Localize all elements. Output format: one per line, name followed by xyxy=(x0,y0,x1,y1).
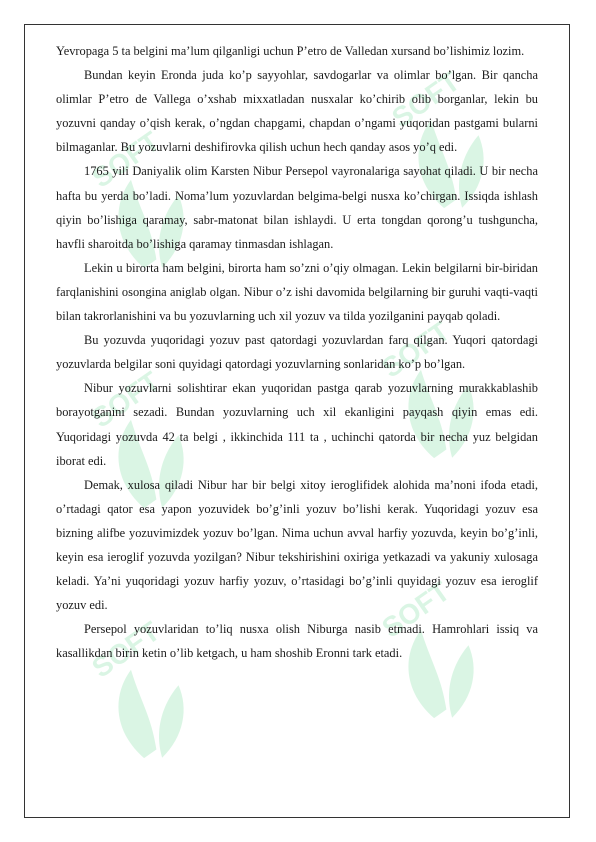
paragraph-4: Lekin u birorta ham belgini, birorta ham so’zni o’qiy olmagan. Lekin belgilarni bir-biridan farqlanishini osongina aniglab olgan. Nibur o’z ishi davomida belgilarning bir guruhi vaqti-vaqti bilan takrorlanishini va bu yozuvlarning uch xil yozuv va tilda yozilganini payqab qoladi. xyxy=(56,260,538,324)
svg-text:SOFT: SOFT xyxy=(86,125,166,194)
svg-text:SOFT: SOFT xyxy=(386,65,466,134)
svg-text:SOFT: SOFT xyxy=(86,365,166,434)
paragraph-7: Demak, xulosa qiladi Nibur har bir belgi xitoy ieroglifidek alohida ma’noni ifoda etadi, o’rtadagi qator esa yapon yozuvidek bo’g’inli yozuv bo’lishi kerak. Yuqoridagi yozuv esa bizning alifbe yozuvimizdek yozuv bo’lgan. Nima uchun avval harfiy yozuvda, keyin bo’g’inli, keyin esa ieroglif yozuvda yozilgan? Nibur tekshirishini oxiriga yetkazadi va yakuniy xulosaga keladi. Ya’ni yuqoridagi yozuv harfiy yozuv, o’rtasidagi bo’g’inli quyidagi yozuv esa ieroglif yozuv edi. xyxy=(56,477,538,613)
paragraph-5: Bu yozuvda yuqoridagi yozuv past qatordagi yozuvlardan farq qilgan. Yuqori qatordagi yozuvlarda belgilar soni quyidagi qatordagi yozuvlarning sonlaridan ko’p bo’lgan. xyxy=(56,333,538,372)
paragraph-8: Persepol yozuvlaridan to’liq nusxa olish Niburga nasib etmadi. Hamrohlari issiq va kasallikdan birin ketin o’lib ketgach, u ham shoshib Eronni tark etadi. xyxy=(56,622,538,661)
paragraph-3: 1765 yili Daniyalik olim Karsten Nibur Persepol vayronalariga sayohat qiladi. U bir necha hafta bu yerda bo’ladi. Noma’lum yozuvlardan belgima-belgi nusxa ko’chirgan. Issiqda ishlash qiyin bo’lishiga qaramay, sabr-matonat bilan ishlaydi. U erta tongdan qorong’u tushguncha, havfli sharoitda bo’lishiga qaramay tinmasdan ishlagan. xyxy=(56,164,538,251)
svg-text:SOFT: SOFT xyxy=(376,315,456,384)
paragraph-2: Bundan keyin Eronda juda ko’p sayyohlar, savdogarlar va olimlar bo’lgan. Bir qancha olimlar P’etro de Vallega o’xshab mixxatladan nusxalar ko’chirib olib borganlar, lekin bu yozuvni qanday o’qish kerak, o’ngdan chapgami, chapdan o’ngami yuqoridan pastgami bularni bilmaganlar. Bu yozuvlarni deshifirovka qilish uchun hech qanday asos yo’q edi. xyxy=(56,68,538,155)
document-body xyxy=(56,39,538,665)
paragraph-1: Yevropaga 5 ta belgini ma’lum qilganligi uchun P’etro de Valledan xursand bo’lishimiz lozim. xyxy=(56,44,525,58)
svg-text:SOFT: SOFT xyxy=(376,575,456,644)
paragraph-6: Nibur yozuvlarni solishtirar ekan yuqoridan pastga qarab yozuvlarning murakkablashib borayotganini sezadi. Bundan yozuvlarning uch xil ekanligini payqash qiyin emas edi. Yuqoridagi yozuvda 42 ta belgi , ikkinchida 111 ta , uchinchi qatorda bir necha yuz belgidan iborat edi. xyxy=(56,381,538,468)
svg-text:SOFT: SOFT xyxy=(86,615,166,684)
